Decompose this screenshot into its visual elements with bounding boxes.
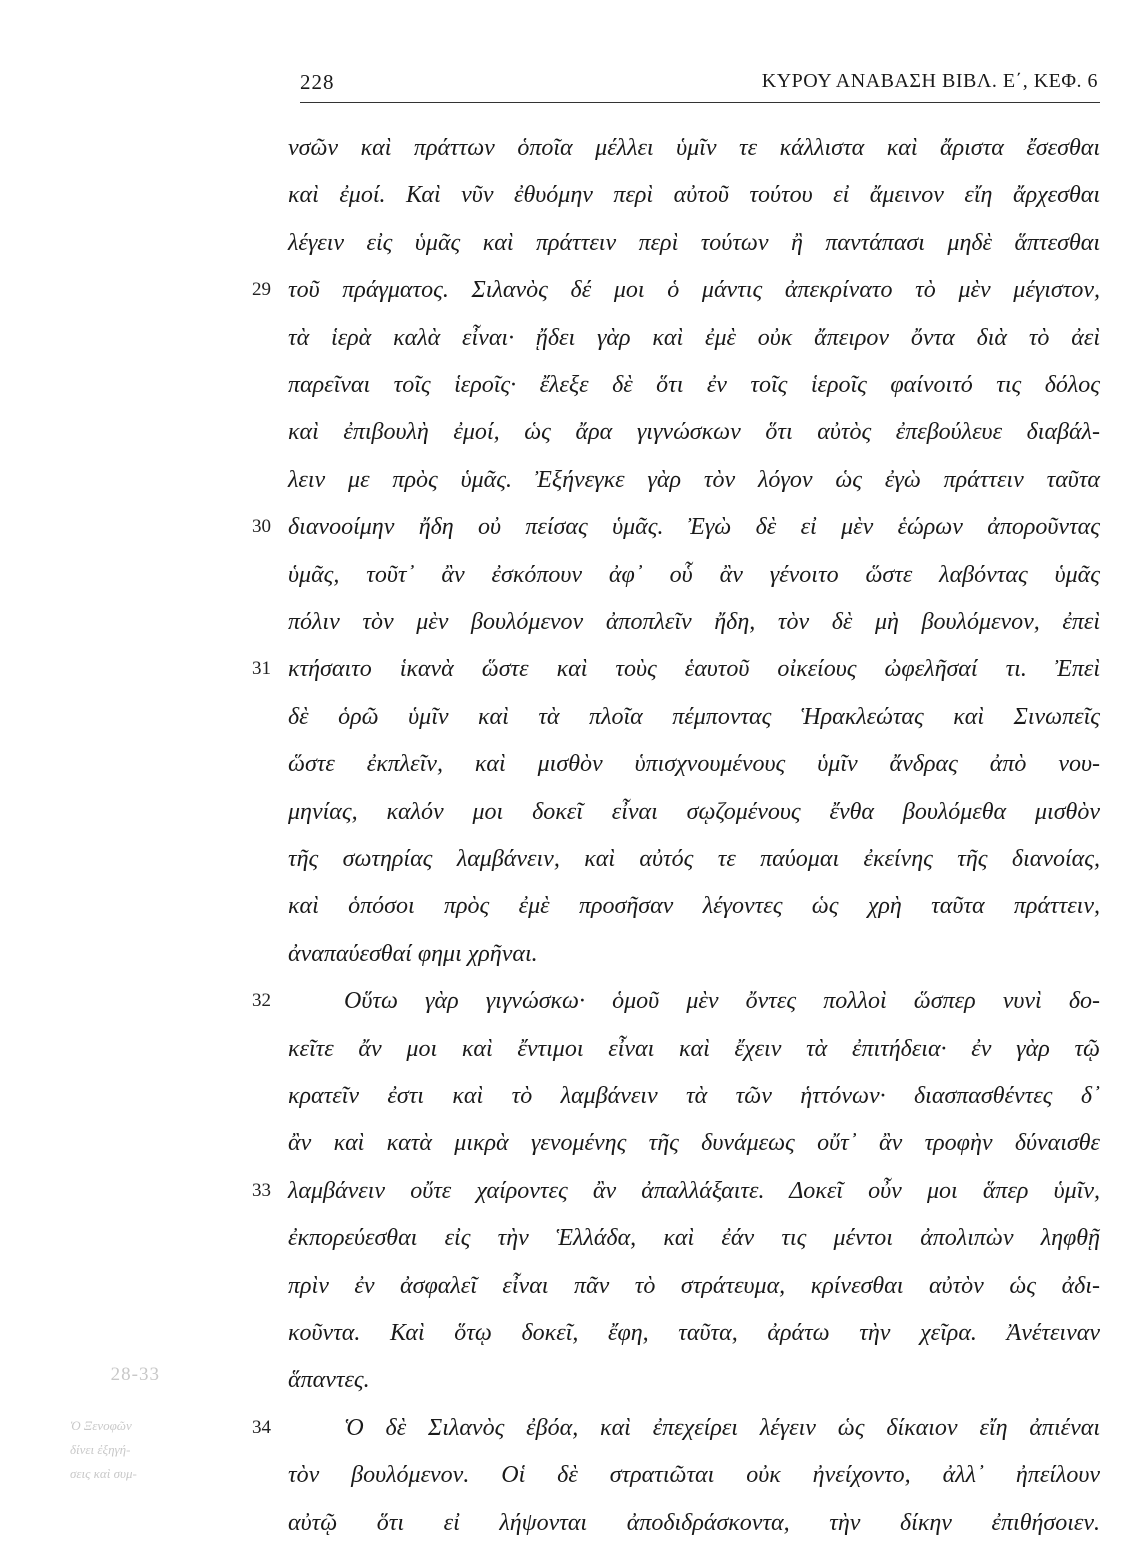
margin-gloss-line: δίνει ἐξηγή- bbox=[70, 1441, 131, 1457]
text-line: καὶ ἐπιβουλὴ ἐμοί, ὡς ἄρα γιγνώσκων ὅτι αὐτὸς ἐπεβούλευε διαβάλ- bbox=[288, 419, 1100, 446]
margin-gloss-line: σεις καὶ συμ- bbox=[70, 1465, 137, 1481]
text-line: Ὁ δὲ Σιλανὸς ἐβόα, καὶ ἐπεχείρει λέγειν ὡς δίκαιον εἴη ἀπιέναι bbox=[344, 1414, 1100, 1441]
text-line: λέγειν εἰς ὑμᾶς καὶ πράττειν περὶ τούτων ἢ παντάπασι μηδὲ ἅπτεσθαι bbox=[288, 229, 1100, 256]
text-line: ἅπαντες. bbox=[288, 1367, 370, 1394]
page-number: 228 bbox=[300, 70, 335, 94]
text-line: κοῦντα. Καὶ ὅτῳ δοκεῖ, ἔφη, ταῦτα, ἀράτω τὴν χεῖρα. Ἀνέτειναν bbox=[288, 1320, 1100, 1346]
text-line: τοῦ πράγματος. Σιλανὸς δέ μοι ὁ μάντις ἀπεκρίνατο τὸ μὲν μέγιστον, bbox=[288, 277, 1100, 304]
text-line: αὐτῷ ὅτι εἰ λήψονται ἀποδιδράσκοντα, τὴν δίκην ἐπιθήσοιεν. bbox=[288, 1509, 1100, 1536]
section-number: 31 bbox=[252, 658, 271, 680]
text-line: ἀναπαύεσθαί φημι χρῆναι. bbox=[288, 940, 538, 967]
text-line: ὥστε ἐκπλεῖν, καὶ μισθὸν ὑπισχνουμένους ὑμῖν ἄνδρας ἀπὸ νου- bbox=[288, 751, 1100, 778]
text-line: τῆς σωτηρίας λαμβάνειν, καὶ αὐτός τε παύομαι ἐκείνης τῆς διανοίας, bbox=[288, 846, 1100, 872]
text-line: πόλιν τὸν μὲν βουλόμενον ἀποπλεῖν ἤδη, τὸν δὲ μὴ βουλόμενον, ἐπεὶ bbox=[288, 609, 1100, 635]
section-number: 32 bbox=[252, 990, 271, 1012]
text-line: κρατεῖν ἐστι καὶ τὸ λαμβάνειν τὰ τῶν ἡττόνων· διασπασθέντες δ᾽ bbox=[288, 1083, 1100, 1109]
margin-gloss bbox=[70, 1414, 170, 1486]
text-line: τὰ ἱερὰ καλὰ εἶναι· ᾔδει γὰρ καὶ ἐμὲ οὐκ ἄπειρον ὄντα διὰ τὸ ἀεὶ bbox=[288, 324, 1100, 351]
text-line: διανοοίμην ἤδη οὐ πείσας ὑμᾶς. Ἐγὼ δὲ εἰ μὲν ἑώρων ἀποροῦντας bbox=[288, 514, 1100, 541]
margin-reference: 28-33 bbox=[110, 1364, 160, 1386]
text-line: μηνίας, καλόν μοι δοκεῖ εἶναι σῳζομένους ἔνθα βουλόμεθα μισθὸν bbox=[288, 798, 1100, 825]
text-line: ἐκπορεύεσθαι εἰς τὴν Ἑλλάδα, καὶ ἐάν τις μέντοι ἀπολιπὼν ληφθῇ bbox=[288, 1225, 1100, 1252]
section-number: 33 bbox=[252, 1179, 271, 1201]
text-line: κτήσαιτο ἱκανὰ ὥστε καὶ τοὺς ἑαυτοῦ οἰκείους ὠφελῆσαί τι. Ἐπεὶ bbox=[288, 656, 1100, 683]
section-number: 29 bbox=[252, 279, 271, 301]
section-number: 30 bbox=[252, 516, 271, 538]
text-line: καὶ ἐμοί. Καὶ νῦν ἐθυόμην περὶ αὐτοῦ τούτου εἰ ἄμεινον εἴη ἄρχεσθαι bbox=[288, 182, 1100, 209]
text-line: νσῶν καὶ πράττων ὁποῖα μέλλει ὑμῖν τε κάλλιστα καὶ ἄριστα ἔσεσθαι bbox=[288, 135, 1100, 161]
text-line: τὸν βουλόμενον. Οἱ δὲ στρατιῶται οὐκ ἠνείχοντο, ἀλλ᾽ ἠπείλουν bbox=[288, 1462, 1100, 1489]
text-line: πρὶν ἐν ἀσφαλεῖ εἶναι πᾶν τὸ στράτευμα, κρίνεσθαι αὐτὸν ὡς ἀδι- bbox=[288, 1272, 1100, 1299]
text-line: λειν με πρὸς ὑμᾶς. Ἐξήνεγκε γὰρ τὸν λόγον ὡς ἐγὼ πράττειν ταῦτα bbox=[288, 466, 1100, 493]
section-number: 34 bbox=[252, 1416, 271, 1438]
text-line: καὶ ὁπόσοι πρὸς ἐμὲ προσῆσαν λέγοντες ὡς χρὴ ταῦτα πράττειν, bbox=[288, 893, 1100, 920]
text-line: Οὕτω γὰρ γιγνώσκω· ὁμοῦ μὲν ὄντες πολλοὶ ὥσπερ νυνὶ δο- bbox=[344, 988, 1100, 1015]
text-line: λαμβάνειν οὔτε χαίροντες ἂν ἀπαλλάξαιτε. Δοκεῖ οὖν μοι ἅπερ ὑμῖν, bbox=[288, 1177, 1100, 1204]
text-line: ὑμᾶς, τοῦτ᾽ ἂν ἐσκόπουν ἀφ᾽ οὗ ἂν γένοιτο ὥστε λαβόντας ὑμᾶς bbox=[288, 561, 1100, 588]
text-line: ἂν καὶ κατὰ μικρὰ γενομένης τῆς δυνάμεως οὔτ᾽ ἂν τροφὴν δύναισθε bbox=[288, 1130, 1100, 1157]
text-line: δὲ ὁρῶ ὑμῖν καὶ τὰ πλοῖα πέμποντας Ἡρακλεώτας καὶ Σινωπεῖς bbox=[288, 703, 1100, 730]
margin-gloss-line: Ὁ Ξενοφῶν bbox=[70, 1417, 132, 1433]
text-line: παρεῖναι τοῖς ἱεροῖς· ἔλεξε δὲ ὅτι ἐν τοῖς ἱεροῖς φαίνοιτό τις δόλος bbox=[288, 372, 1100, 398]
running-head: ΚΥΡΟΥ ΑΝΑΒΑΣΗ ΒΙΒΛ. Ε΄, ΚΕΦ. 6 bbox=[761, 70, 1098, 92]
text-line: κεῖτε ἄν μοι καὶ ἔντιμοι εἶναι καὶ ἔχειν τὰ ἐπιτήδεια· ἐν γὰρ τῷ bbox=[288, 1035, 1100, 1062]
